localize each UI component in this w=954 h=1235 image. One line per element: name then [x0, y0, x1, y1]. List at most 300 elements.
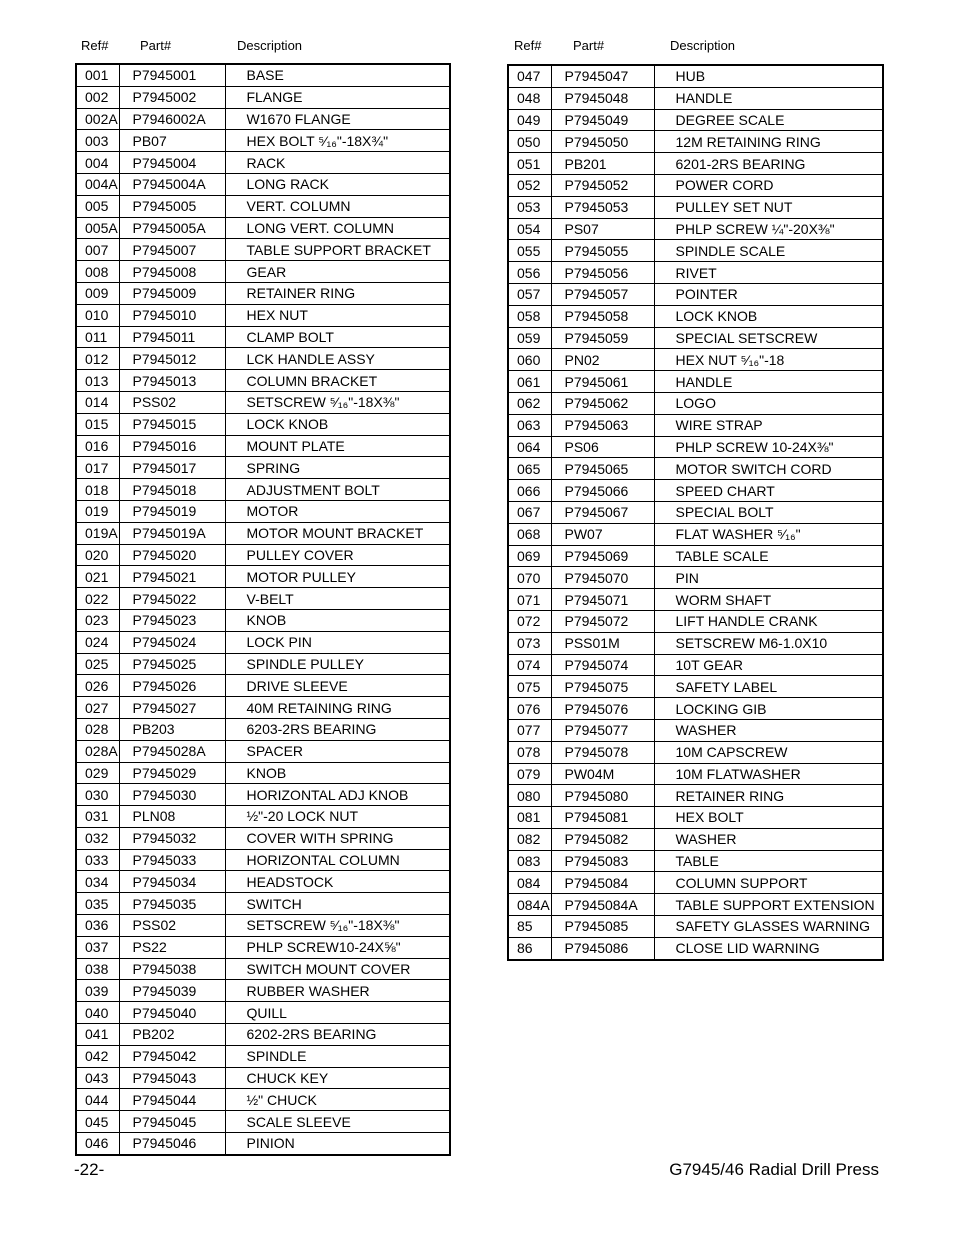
table-row: [508, 632, 883, 654]
description-cell: HORIZONTAL ADJ KNOB: [225, 784, 450, 806]
table-row: [508, 262, 883, 284]
part-number-cell: P7945047: [551, 65, 654, 87]
ref-cell: 038: [76, 958, 119, 980]
ref-cell: 050: [508, 131, 551, 153]
table-row: [76, 827, 450, 849]
table-row: [76, 849, 450, 871]
ref-cell: 039: [76, 980, 119, 1002]
table-row: [508, 698, 883, 720]
description-cell: RUBBER WASHER: [225, 980, 450, 1002]
part-number-cell: P7945052: [551, 174, 654, 196]
part-number-cell: PB201: [551, 153, 654, 175]
ref-cell: 018: [76, 479, 119, 501]
table-row: [76, 391, 450, 413]
ref-cell: 031: [76, 806, 119, 828]
part-number-cell: P7945078: [551, 741, 654, 763]
description-cell: 10M FLATWASHER: [654, 763, 883, 785]
ref-cell: 020: [76, 544, 119, 566]
part-number-cell: P7945077: [551, 719, 654, 741]
table-row: [508, 349, 883, 371]
description-cell: W1670 FLANGE: [225, 108, 450, 130]
table-row: [76, 675, 450, 697]
part-number-cell: P7945063: [551, 414, 654, 436]
table-row: [76, 697, 450, 719]
part-number-cell: P7945059: [551, 327, 654, 349]
description-cell: RACK: [225, 152, 450, 174]
table-row: [508, 828, 883, 850]
description-cell: MOTOR: [225, 500, 450, 522]
part-number-cell: P7945034: [119, 871, 225, 893]
ref-cell: 075: [508, 676, 551, 698]
table-row: [76, 479, 450, 501]
description-cell: LIFT HANDLE CRANK: [654, 610, 883, 632]
left-ref-header: Ref#: [81, 38, 109, 53]
description-cell: LCK HANDLE ASSY: [225, 348, 450, 370]
table-row: [508, 916, 883, 938]
table-row: [508, 414, 883, 436]
part-number-cell: P7945039: [119, 980, 225, 1002]
description-cell: LOCKING GIB: [654, 698, 883, 720]
table-row: [508, 676, 883, 698]
table-row: [76, 653, 450, 675]
table-row: [508, 283, 883, 305]
description-cell: 6203-2RS BEARING: [225, 718, 450, 740]
table-row: [508, 109, 883, 131]
ref-cell: 042: [76, 1045, 119, 1067]
part-number-cell: P7945011: [119, 326, 225, 348]
table-row: [76, 631, 450, 653]
description-cell: HANDLE: [654, 371, 883, 393]
table-row: [76, 1089, 450, 1111]
table-row: [76, 1024, 450, 1046]
left-description-header: Description: [237, 38, 303, 53]
description-cell: PIN: [654, 567, 883, 589]
description-cell: DRIVE SLEEVE: [225, 675, 450, 697]
table-row: [508, 894, 883, 916]
description-cell: SPINDLE SCALE: [654, 240, 883, 262]
document-title: G7945/46 Radial Drill Press: [669, 1160, 879, 1179]
part-number-cell: P7945067: [551, 501, 654, 523]
description-cell: HORIZONTAL COLUMN: [225, 849, 450, 871]
ref-cell: 016: [76, 435, 119, 457]
ref-cell: 008: [76, 261, 119, 283]
table-row: [508, 240, 883, 262]
ref-cell: 005A: [76, 217, 119, 239]
table-row: [508, 87, 883, 109]
ref-cell: 044: [76, 1089, 119, 1111]
ref-cell: 004: [76, 152, 119, 174]
ref-cell: 019A: [76, 522, 119, 544]
description-cell: HEX NUT ⁵⁄₁₆"-18: [654, 349, 883, 371]
description-cell: SWITCH: [225, 893, 450, 915]
ref-cell: 070: [508, 567, 551, 589]
table-row: [76, 261, 450, 283]
ref-cell: 014: [76, 391, 119, 413]
ref-cell: 85: [508, 916, 551, 938]
table-row: [508, 458, 883, 480]
ref-cell: 030: [76, 784, 119, 806]
description-cell: V-BELT: [225, 588, 450, 610]
table-row: [76, 915, 450, 937]
table-row: [76, 806, 450, 828]
description-cell: WORM SHAFT: [654, 589, 883, 611]
description-cell: KNOB: [225, 609, 450, 631]
description-cell: SETSCREW ⁵⁄₁₆"-18X⅜": [225, 391, 450, 413]
part-number-cell: P7945055: [551, 240, 654, 262]
part-number-cell: P7945074: [551, 654, 654, 676]
part-number-cell: PB07: [119, 130, 225, 152]
description-cell: 6201-2RS BEARING: [654, 153, 883, 175]
table-row: [508, 65, 883, 87]
description-cell: LOCK KNOB: [225, 413, 450, 435]
part-number-cell: P7945085: [551, 916, 654, 938]
ref-cell: 022: [76, 588, 119, 610]
table-row: [76, 370, 450, 392]
ref-cell: 024: [76, 631, 119, 653]
description-cell: PHLP SCREW10-24X⅝": [225, 936, 450, 958]
ref-cell: 028: [76, 718, 119, 740]
part-number-cell: P7945065: [551, 458, 654, 480]
description-cell: SPEED CHART: [654, 480, 883, 502]
part-number-cell: PS07: [551, 218, 654, 240]
description-cell: HEX BOLT ⁵⁄₁₆"-18X¾": [225, 130, 450, 152]
table-row: [76, 282, 450, 304]
ref-cell: 048: [508, 87, 551, 109]
ref-cell: 055: [508, 240, 551, 262]
part-number-cell: P7945075: [551, 676, 654, 698]
description-cell: 40M RETAINING RING: [225, 697, 450, 719]
description-cell: TABLE SUPPORT EXTENSION: [654, 894, 883, 916]
part-number-cell: P7945016: [119, 435, 225, 457]
parts-table-right: [507, 64, 884, 961]
ref-cell: 059: [508, 327, 551, 349]
table-row: [508, 785, 883, 807]
ref-cell: 041: [76, 1024, 119, 1046]
part-number-cell: PS06: [551, 436, 654, 458]
table-row: [508, 174, 883, 196]
ref-cell: 065: [508, 458, 551, 480]
description-cell: HUB: [654, 65, 883, 87]
ref-cell: 071: [508, 589, 551, 611]
ref-cell: 061: [508, 371, 551, 393]
ref-cell: 046: [76, 1133, 119, 1155]
description-cell: VERT. COLUMN: [225, 195, 450, 217]
table-row: [76, 588, 450, 610]
part-number-cell: P7945084: [551, 872, 654, 894]
part-number-cell: PB203: [119, 718, 225, 740]
table-row: [76, 1002, 450, 1024]
part-number-cell: P7945005: [119, 195, 225, 217]
part-number-cell: PN02: [551, 349, 654, 371]
ref-cell: 079: [508, 763, 551, 785]
table-row: [76, 958, 450, 980]
right-description-header: Description: [670, 38, 736, 53]
table-row: [76, 64, 450, 86]
ref-cell: 076: [508, 698, 551, 720]
table-row: [76, 784, 450, 806]
ref-cell: 035: [76, 893, 119, 915]
page-number: -22-: [74, 1160, 105, 1179]
part-number-cell: P7945009: [119, 282, 225, 304]
part-number-cell: P7945022: [119, 588, 225, 610]
part-number-cell: P7945083: [551, 850, 654, 872]
description-cell: RIVET: [654, 262, 883, 284]
description-cell: LOCK PIN: [225, 631, 450, 653]
ref-cell: 045: [76, 1111, 119, 1133]
description-cell: HANDLE: [654, 87, 883, 109]
part-number-cell: P7945019: [119, 500, 225, 522]
part-number-cell: P7945062: [551, 392, 654, 414]
part-number-cell: P7945017: [119, 457, 225, 479]
table-row: [76, 130, 450, 152]
part-number-cell: P7945080: [551, 785, 654, 807]
table-row: [76, 108, 450, 130]
description-cell: DEGREE SCALE: [654, 109, 883, 131]
ref-cell: 023: [76, 609, 119, 631]
table-row: [508, 610, 883, 632]
description-cell: SETSCREW M6-1.0X10: [654, 632, 883, 654]
table-row: [76, 413, 450, 435]
ref-cell: 066: [508, 480, 551, 502]
part-number-cell: P7945023: [119, 609, 225, 631]
table-row: [508, 850, 883, 872]
description-cell: MOTOR SWITCH CORD: [654, 458, 883, 480]
table-row: [508, 589, 883, 611]
description-cell: SPACER: [225, 740, 450, 762]
description-cell: MOTOR PULLEY: [225, 566, 450, 588]
ref-cell: 007: [76, 239, 119, 261]
description-cell: ½" CHUCK: [225, 1089, 450, 1111]
part-number-cell: P7945032: [119, 827, 225, 849]
part-number-cell: P7945021: [119, 566, 225, 588]
ref-cell: 019: [76, 500, 119, 522]
ref-cell: 068: [508, 523, 551, 545]
table-row: [76, 1111, 450, 1133]
description-cell: COLUMN BRACKET: [225, 370, 450, 392]
ref-cell: 067: [508, 501, 551, 523]
ref-cell: 017: [76, 457, 119, 479]
ref-cell: 064: [508, 436, 551, 458]
part-number-cell: P7945010: [119, 304, 225, 326]
ref-cell: 010: [76, 304, 119, 326]
part-number-cell: P7945084A: [551, 894, 654, 916]
part-number-cell: P7945002: [119, 86, 225, 108]
part-number-cell: P7945071: [551, 589, 654, 611]
description-cell: LOCK KNOB: [654, 305, 883, 327]
part-number-cell: P7945020: [119, 544, 225, 566]
ref-cell: 028A: [76, 740, 119, 762]
description-cell: PULLEY COVER: [225, 544, 450, 566]
description-cell: HEX BOLT: [654, 807, 883, 829]
ref-cell: 021: [76, 566, 119, 588]
description-cell: WASHER: [654, 719, 883, 741]
table-row: [508, 872, 883, 894]
ref-cell: 86: [508, 937, 551, 959]
ref-cell: 036: [76, 915, 119, 937]
table-row: [76, 239, 450, 261]
description-cell: CHUCK KEY: [225, 1067, 450, 1089]
ref-cell: 037: [76, 936, 119, 958]
description-cell: SWITCH MOUNT COVER: [225, 958, 450, 980]
part-number-cell: P7945057: [551, 283, 654, 305]
ref-cell: 077: [508, 719, 551, 741]
part-number-cell: P7945013: [119, 370, 225, 392]
description-cell: PHLP SCREW ¼"-20X⅜": [654, 218, 883, 240]
part-number-cell: P7945001: [119, 64, 225, 86]
table-row: [508, 545, 883, 567]
description-cell: WASHER: [654, 828, 883, 850]
table-row: [76, 1067, 450, 1089]
part-number-cell: PLN08: [119, 806, 225, 828]
part-number-cell: P7945048: [551, 87, 654, 109]
description-cell: GEAR: [225, 261, 450, 283]
description-cell: PINION: [225, 1133, 450, 1155]
part-number-cell: P7945004: [119, 152, 225, 174]
table-row: [508, 480, 883, 502]
part-number-cell: P7945026: [119, 675, 225, 697]
description-cell: ADJUSTMENT BOLT: [225, 479, 450, 501]
part-number-cell: P7945024: [119, 631, 225, 653]
ref-cell: 057: [508, 283, 551, 305]
part-number-cell: P7945043: [119, 1067, 225, 1089]
part-number-cell: P7945038: [119, 958, 225, 980]
table-row: [76, 326, 450, 348]
table-row: [76, 522, 450, 544]
table-row: [508, 567, 883, 589]
description-cell: 10M CAPSCREW: [654, 741, 883, 763]
table-row: [508, 719, 883, 741]
table-row: [76, 348, 450, 370]
ref-cell: 060: [508, 349, 551, 371]
description-cell: SAFETY LABEL: [654, 676, 883, 698]
description-cell: HEADSTOCK: [225, 871, 450, 893]
table-row: [76, 1133, 450, 1155]
table-row: [76, 86, 450, 108]
part-number-cell: PS22: [119, 936, 225, 958]
ref-cell: 027: [76, 697, 119, 719]
ref-cell: 073: [508, 632, 551, 654]
part-number-cell: P7945076: [551, 698, 654, 720]
ref-cell: 058: [508, 305, 551, 327]
ref-cell: 003: [76, 130, 119, 152]
part-number-cell: PSS02: [119, 915, 225, 937]
table-row: [76, 217, 450, 239]
part-number-cell: P7945050: [551, 131, 654, 153]
ref-cell: 043: [76, 1067, 119, 1089]
part-number-cell: P7945040: [119, 1002, 225, 1024]
ref-cell: 049: [508, 109, 551, 131]
ref-cell: 026: [76, 675, 119, 697]
description-cell: WIRE STRAP: [654, 414, 883, 436]
part-number-cell: P7945004A: [119, 173, 225, 195]
part-number-cell: P7945081: [551, 807, 654, 829]
ref-cell: 013: [76, 370, 119, 392]
ref-cell: 054: [508, 218, 551, 240]
table-row: [76, 152, 450, 174]
description-cell: FLAT WASHER ⁵⁄₁₆": [654, 523, 883, 545]
part-number-cell: P7945028A: [119, 740, 225, 762]
table-row: [508, 371, 883, 393]
ref-cell: 002: [76, 86, 119, 108]
table-row: [508, 807, 883, 829]
table-row: [76, 500, 450, 522]
part-number-cell: P7945072: [551, 610, 654, 632]
description-cell: FLANGE: [225, 86, 450, 108]
part-number-cell: P7945008: [119, 261, 225, 283]
ref-cell: 051: [508, 153, 551, 175]
table-row: [508, 153, 883, 175]
table-row: [508, 131, 883, 153]
table-row: [508, 741, 883, 763]
description-cell: RETAINER RING: [225, 282, 450, 304]
description-cell: TABLE SUPPORT BRACKET: [225, 239, 450, 261]
table-row: [76, 173, 450, 195]
description-cell: LOGO: [654, 392, 883, 414]
part-number-cell: P7945030: [119, 784, 225, 806]
description-cell: 6202-2RS BEARING: [225, 1024, 450, 1046]
ref-cell: 034: [76, 871, 119, 893]
table-row: [508, 763, 883, 785]
description-cell: CLOSE LID WARNING: [654, 937, 883, 959]
ref-cell: 056: [508, 262, 551, 284]
ref-cell: 040: [76, 1002, 119, 1024]
table-row: [76, 457, 450, 479]
part-number-cell: P7945053: [551, 196, 654, 218]
part-number-cell: P7945049: [551, 109, 654, 131]
table-row: [76, 435, 450, 457]
part-number-cell: P7945027: [119, 697, 225, 719]
description-cell: POWER CORD: [654, 174, 883, 196]
table-row: [76, 871, 450, 893]
ref-cell: 053: [508, 196, 551, 218]
description-cell: SPINDLE PULLEY: [225, 653, 450, 675]
part-number-cell: P7945044: [119, 1089, 225, 1111]
part-number-cell: P7945042: [119, 1045, 225, 1067]
part-number-cell: P7945056: [551, 262, 654, 284]
ref-cell: 082: [508, 828, 551, 850]
part-number-cell: P7945033: [119, 849, 225, 871]
part-number-cell: P7945061: [551, 371, 654, 393]
part-number-cell: PSS01M: [551, 632, 654, 654]
part-number-cell: P7945058: [551, 305, 654, 327]
part-number-cell: P7945012: [119, 348, 225, 370]
ref-cell: 080: [508, 785, 551, 807]
table-row: [508, 196, 883, 218]
ref-cell: 084: [508, 872, 551, 894]
table-row: [76, 893, 450, 915]
part-number-cell: P7945005A: [119, 217, 225, 239]
description-cell: BASE: [225, 64, 450, 86]
ref-cell: 062: [508, 392, 551, 414]
left-part-header: Part#: [140, 38, 172, 53]
description-cell: RETAINER RING: [654, 785, 883, 807]
ref-cell: 032: [76, 827, 119, 849]
description-cell: PULLEY SET NUT: [654, 196, 883, 218]
table-row: [508, 327, 883, 349]
right-part-header: Part#: [573, 38, 605, 53]
ref-cell: 025: [76, 653, 119, 675]
ref-cell: 052: [508, 174, 551, 196]
ref-cell: 001: [76, 64, 119, 86]
part-number-cell: PSS02: [119, 391, 225, 413]
parts-table-left: [75, 63, 451, 1156]
description-cell: POINTER: [654, 283, 883, 305]
ref-cell: 081: [508, 807, 551, 829]
ref-cell: 074: [508, 654, 551, 676]
ref-cell: 011: [76, 326, 119, 348]
part-number-cell: PB202: [119, 1024, 225, 1046]
ref-cell: 002A: [76, 108, 119, 130]
